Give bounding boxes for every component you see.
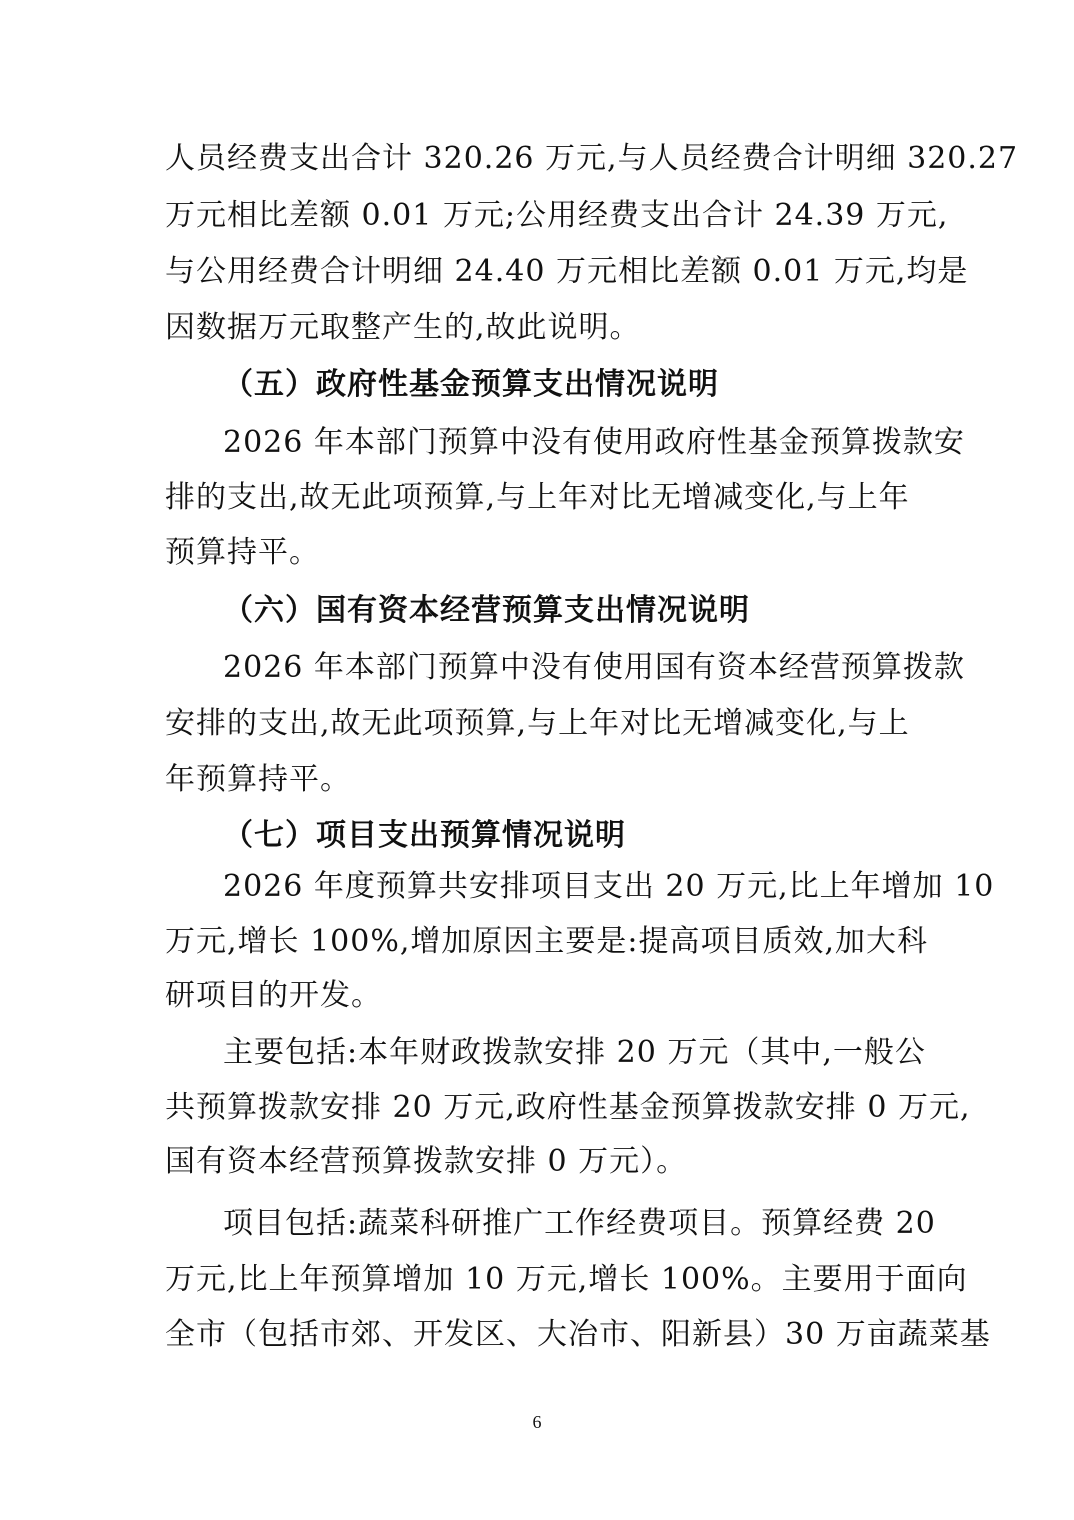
section-heading-seven: （七）项目支出预算情况说明 (223, 818, 626, 853)
text-line: 预算持平。 (165, 535, 320, 570)
text-line: 2026 年本部门预算中没有使用国有资本经营预算拨款 (223, 650, 965, 685)
text-line: 人员经费支出合计 320.26 万元,与人员经费合计明细 320.27 (165, 141, 1019, 176)
text-line: 因数据万元取整产生的,故此说明。 (165, 310, 641, 345)
text-line: 与公用经费合计明细 24.40 万元相比差额 0.01 万元,均是 (165, 254, 969, 289)
text-line: 主要包括:本年财政拨款安排 20 万元（其中,一般公 (223, 1035, 926, 1070)
text-line: 万元,比上年预算增加 10 万元,增长 100%。主要用于面向 (165, 1262, 968, 1297)
text-line: 万元,增长 100%,增加原因主要是:提高项目质效,加大科 (165, 924, 929, 959)
page-number: 6 (532, 1412, 542, 1432)
text-line: 万元相比差额 0.01 万元;公用经费支出合计 24.39 万元, (165, 198, 949, 233)
text-line: 研项目的开发。 (165, 978, 382, 1013)
text-line: 安排的支出,故无此项预算,与上年对比无增减变化,与上 (165, 706, 910, 741)
text-line: 2026 年本部门预算中没有使用政府性基金预算拨款安 (223, 425, 965, 460)
section-heading-six: （六）国有资本经营预算支出情况说明 (223, 593, 750, 628)
text-line: 年预算持平。 (165, 762, 351, 797)
text-line: 国有资本经营预算拨款安排 0 万元）。 (165, 1144, 688, 1179)
text-line: 2026 年度预算共安排项目支出 20 万元,比上年增加 10 (223, 869, 995, 904)
text-line: 排的支出,故无此项预算,与上年对比无增减变化,与上年 (165, 480, 910, 515)
text-line: 项目包括:蔬菜科研推广工作经费项目。预算经费 20 (223, 1206, 936, 1241)
section-heading-five: （五）政府性基金预算支出情况说明 (223, 367, 719, 402)
text-line: 全市（包括市郊、开发区、大冶市、阳新县）30 万亩蔬菜基 (165, 1317, 991, 1352)
text-line: 共预算拨款安排 20 万元,政府性基金预算拨款安排 0 万元, (165, 1090, 971, 1125)
